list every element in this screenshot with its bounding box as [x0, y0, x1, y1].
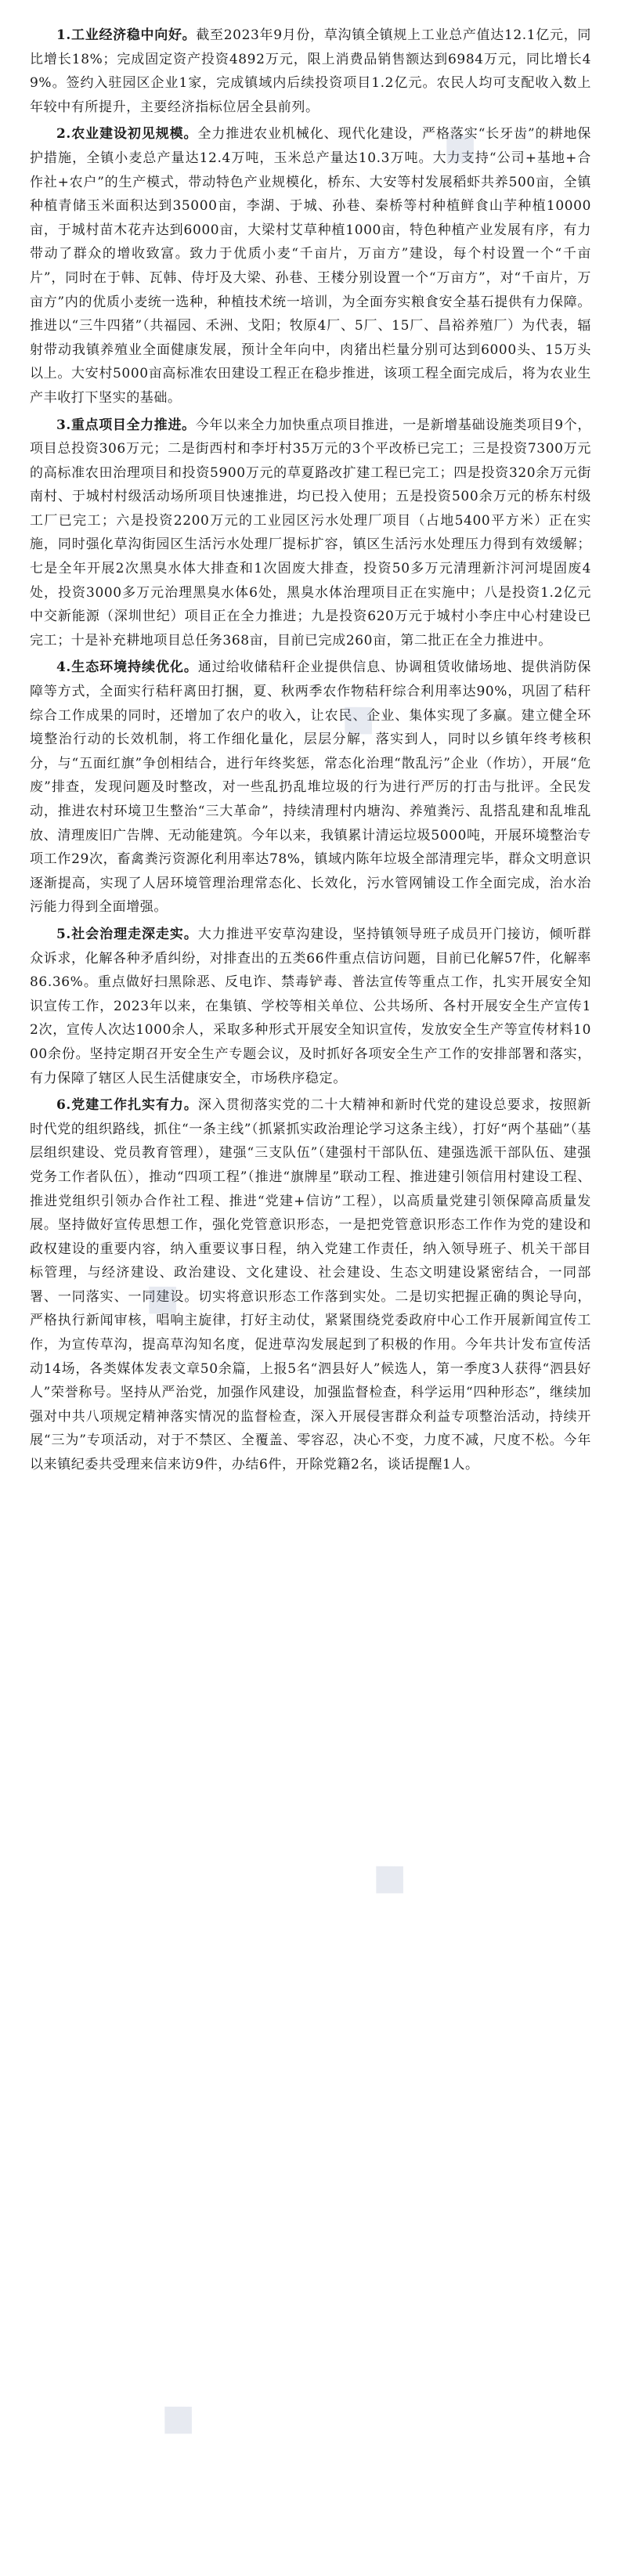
section-5-heading: 5.社会治理走深走实。 [56, 926, 198, 942]
section-3-body: 今年以来全力加快重点项目推进，一是新增基础设施类项目9个，项目总投资306万元；二是街西村和李圩村35万元的3个平改桥已完工；三是投资7300万元的高标准农田治理项目和投资5900万元的草夏路改扩建工程已完工；四是投资320余万元街南村、于城村村级活动场所项目快速推进，均已投入使用；五是投资500余万元的桥东村级工厂已完工；六是投资2200万元的工业园区污水处理厂项目（占地5400平方米）正在实施，同时强化草沟街园区生活污水处理厂提标扩容，镇区生活污水处理压力得到有效缓解；七是全年开展2次黑臭水体大排查和1次固废大排查，投资50多万元清理新汴河河堤固废4处，投资3000多万元治理黑臭水体6处，黑臭水体治理项目正在实施中；八是投资1.2亿元中交新能源（深圳世纪）项目正在全力推进；九是投资620万元于城村小李庄中心村建设已完工；十是补充耕地项目总任务368亩，目前已完成260亩，第二批正在全力推进中。 [30, 417, 591, 649]
section-4-heading: 4.生态环境持续优化。 [56, 659, 198, 676]
section-2-body: 全力推进农业机械化、现代化建设，严格落实“长牙齿”的耕地保护措施，全镇小麦总产量达12.4万吨，玉米总产量达10.3万吨。大力支持“公司+基地+合作社+农户”的生产模式，带动特色产业规模化，桥东、大安等村发展稻虾共养500亩，全镇种植青储玉米面积达到35000亩，李湖、于城、孙巷、秦桥等村种植鲜食山芋种植10000亩，于城村苗木花卉达到6000亩，大梁村艾草种植1000亩，特色种植产业发展有序，有力带动了群众的增收致富。致力于优质小麦“千亩片，万亩方”建设，每个村设置一个“千亩片”，同时在于韩、瓦韩、侍圩及大梁、孙巷、王楼分别设置一个“万亩方”，对“千亩片，万亩方”内的优质小麦统一选种，种植技术统一培训，为全面夯实粮食安全基石提供有力保障。推进以“三牛四猪”（共福园、禾洲、戈阳；牧原4厂、5厂、15厂、昌裕养殖厂）为代表，辐射带动我镇养殖业全面健康发展，预计全年向中，肉猪出栏量分别可达到6000头、15万头以上。大安村5000亩高标准农田建设工程正在稳步推进，该项工程全面完成后，将为农业生产丰收打下坚实的基础。 [30, 126, 591, 406]
section-3 [30, 414, 591, 653]
section-1-heading: 1.工业经济稳中向好。 [56, 27, 197, 43]
section-2 [30, 122, 591, 410]
section-1-body: 截至2023年9月份，草沟镇全镇规上工业总产值达12.1亿元，同比增长18%；完成固定资产投资4892万元，限上消费品销售额达到6984万元，同比增长49%。签约入驻园区企业1家，完成镇域内后续投资项目1.2亿元。农民人均可支配收入数上年较中有所提升，主要经济指标位居全县前列。 [30, 27, 591, 115]
section-3-heading: 3.重点项目全力推进。 [56, 417, 196, 433]
section-1 [30, 23, 591, 119]
section-5 [30, 923, 591, 1090]
section-5-body: 大力推进平安草沟建设，坚持镇领导班子成员开门接访，倾听群众诉求，化解各种矛盾纠纷，对排查出的五类66件重点信访问题，目前已化解57件，化解率86.36%。重点做好扫黑除恶、反电诈、禁毒铲毒、普法宣传等重点工作，扎实开展安全知识宣传工作，2023年以来，在集镇、学校等相关单位、公共场所、各村开展安全生产宣传12次，宣传人次达1000余人，采取多种形式开展安全知识宣传，发放安全生产等宣传材料1000余份。坚持定期召开安全生产专题会议，及时抓好各项安全生产工作的安排部署和落实，有力保障了辖区人民生活健康安全，市场秩序稳定。 [30, 926, 591, 1086]
section-6 [30, 1093, 591, 1477]
section-6-body: 深入贯彻落实党的二十大精神和新时代党的建设总要求，按照新时代党的组织路线，抓住“一条主线”（抓紧抓实政治理论学习这条主线），打好“两个基础”（基层组织建设、党员教育管理），建强“三支队伍”（建强村干部队伍、建强选派干部队伍、建强党务工作者队伍），推动“四项工程”（推进“旗牌星”联动工程、推进建引领信用村建设工程、推进党组织引领办合作社工程、推进“党建+信访”工程），以高质量党建引领保障高质量发展。坚持做好宣传思想工作，强化党管意识形态，一是把党管意识形态工作作为党的建设和政权建设的重要内容，纳入重要议事日程，纳入党建工作责任，纳入领导班子、机关干部目标管理，与经济建设、政治建设、文化建设、社会建设、生态文明建设紧密结合，一同部署、一同落实、一同建设。切实将意识形态工作落到实处。二是切实把握正确的舆论导向，严格执行新闻审核，唱响主旋律，打好主动仗，紧紧围绕党委政府中心工作开展新闻宣传工作，为宣传草沟，提高草沟知名度，促进草沟发展起到了积极的作用。今年共计发布宣传活动14场，各类媒体发表文章50余篇，上报5名“泗县好人”候选人，第一季度3人获得“泗县好人”荣誉称号。坚持从严治党，加强作风建设，加强监督检查，科学运用“四种形态”，继续加强对中共八项规定精神落实情况的监督检查，深入开展侵害群众利益专项整治活动，持续开展“三为”专项活动，对于不禁区、全覆盖、零容忍，决心不变，力度不减，尺度不松。今年以来镇纪委共受理来信来访9件，办结6件，开除党籍2名，谈话提醒1人。 [30, 1097, 591, 1473]
section-4-body: 通过给收储秸秆企业提供信息、协调租赁收储场地、提供消防保障等方式，全面实行秸秆离田打捆，夏、秋两季农作物秸秆综合利用率达90%，巩固了秸秆综合工作成果的同时，还增加了农户的收入，让农民、企业、集体实现了多赢。建立健全环境整治行动的长效机制，将工作细化量化，层层分解，落实到人，同时以乡镇年终考核积分，与“五面红旗”争创相结合，进行年终奖惩，常态化治理“散乱污”企业（作坊），开展“危废”排查，发现问题及时整改，对一些乱扔乱堆垃圾的行为进行严厉的打击与批评。全民发动，推进农村环境卫生整治“三大革命”，持续清理村内塘沟、养殖粪污、乱搭乱建和乱堆乱放、清理废旧广告牌、无动能建筑。今年以来，我镇累计清运垃圾5000吨，开展环境整治专项工作29次，畜禽粪污资源化利用率达78%，镇域内陈年垃圾全部清理完毕，群众文明意识逐渐提高，实现了人居环境管理治理常态化、长效化，污水管网铺设工作全面完成，治水治污能力得到全面增强。 [30, 659, 591, 916]
section-2-heading: 2.农业建设初见规模。 [56, 126, 198, 143]
watermark-mark: ◆ [424, 112, 493, 181]
section-4 [30, 656, 591, 919]
watermark-mark: ◆ [353, 1843, 422, 1912]
watermark-mark: ◆ [322, 684, 391, 753]
watermark-mark: ◆ [126, 1263, 195, 1332]
watermark-mark: ◆ [142, 2383, 211, 2452]
section-6-heading: 6.党建工作扎实有力。 [56, 1097, 198, 1114]
